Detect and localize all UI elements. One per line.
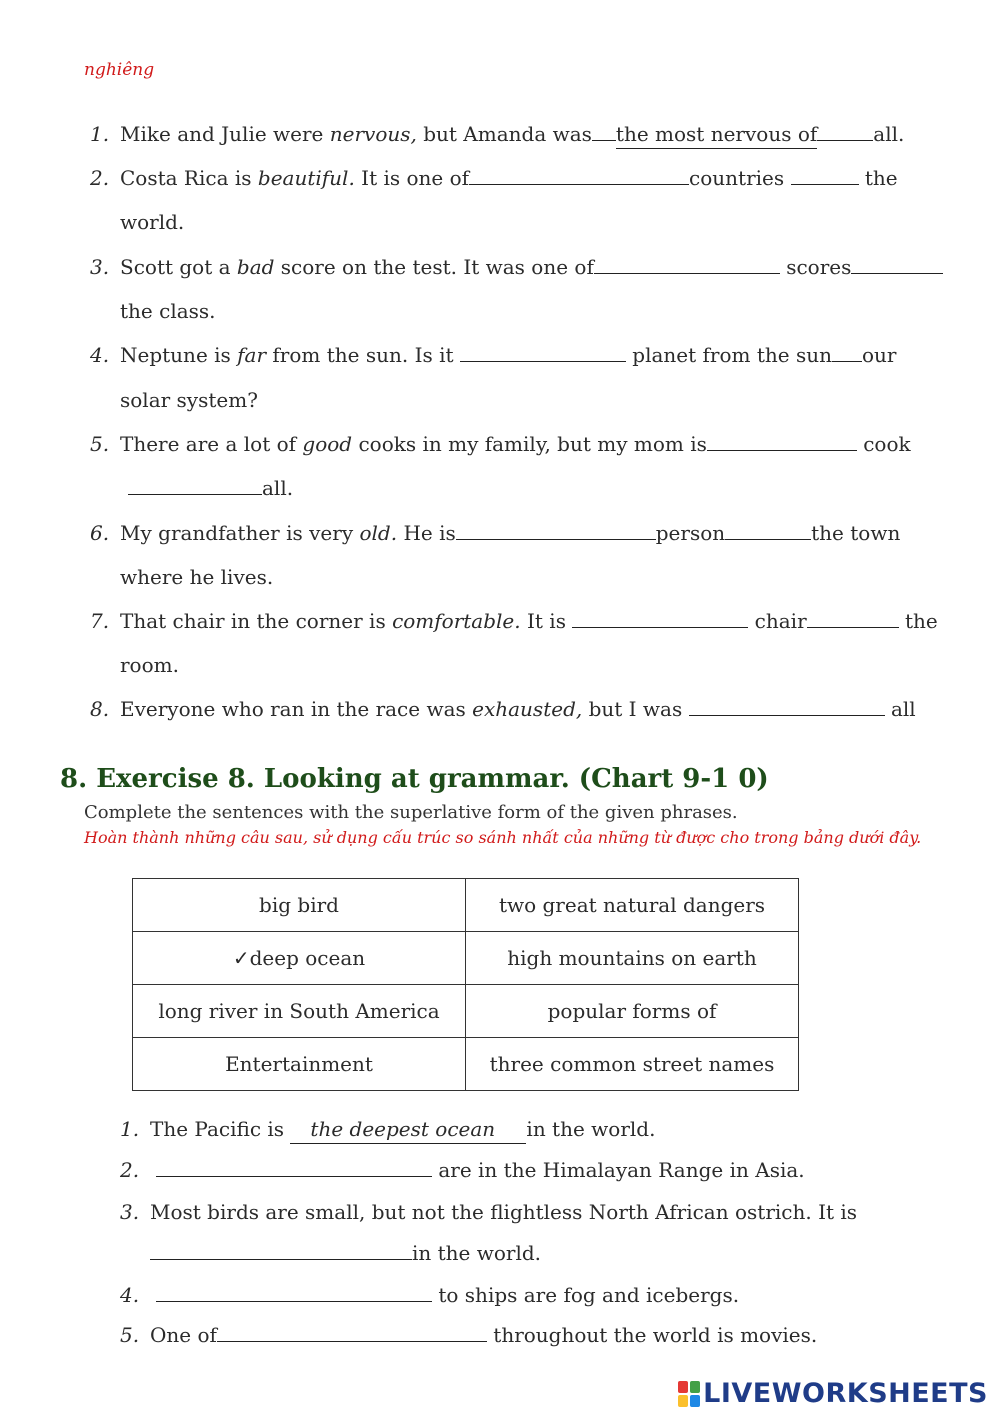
answer-filled[interactable]: the most nervous of [616, 120, 817, 149]
table-cell: three common street names [466, 1038, 799, 1091]
blank[interactable] [217, 1323, 487, 1342]
blank[interactable] [851, 255, 943, 274]
blank[interactable] [128, 476, 262, 495]
exercise-instruction-vi: Hoàn thành những câu sau, sử dụng cấu trúc so sánh nhất của những từ được cho trong bảng dưới đây. [84, 828, 922, 847]
table-row [133, 932, 799, 985]
answer-filled[interactable]: the deepest ocean [290, 1115, 526, 1144]
table-cell: long river in South America [133, 985, 466, 1038]
table-row [133, 985, 799, 1038]
blank[interactable] [572, 609, 748, 628]
blank[interactable] [791, 166, 859, 185]
blank[interactable] [689, 697, 885, 716]
blank[interactable] [469, 166, 689, 185]
table-cell: two great natural dangers [466, 879, 799, 932]
table-cell: high mountains on earth [466, 932, 799, 985]
blank[interactable] [156, 1158, 432, 1177]
table-cell: big bird [133, 879, 466, 932]
blank[interactable] [817, 122, 873, 141]
blank[interactable] [460, 343, 626, 362]
blank[interactable] [592, 122, 616, 141]
blank[interactable] [707, 432, 857, 451]
table-cell: Entertainment [133, 1038, 466, 1091]
blank[interactable] [156, 1283, 432, 1302]
blank[interactable] [807, 609, 899, 628]
top-note: nghiêng [84, 60, 155, 80]
blank[interactable] [456, 521, 656, 540]
table-cell: popular forms of [466, 985, 799, 1038]
table-row [133, 879, 799, 932]
table-cell: ✓deep ocean [133, 932, 466, 985]
table-row [133, 1038, 799, 1091]
word-table [132, 878, 799, 1091]
blank[interactable] [832, 343, 862, 362]
logo-icon [678, 1381, 700, 1407]
blank[interactable] [150, 1241, 412, 1260]
blank[interactable] [594, 255, 780, 274]
exercise-heading: 8. Exercise 8. Looking at grammar. (Chart 9-1 0) [60, 764, 769, 794]
blank[interactable] [725, 521, 811, 540]
exercise-instruction: Complete the sentences with the superlative form of the given phrases. [84, 802, 738, 823]
liveworksheets-logo: LIVEWORKSHEETS [678, 1378, 988, 1409]
